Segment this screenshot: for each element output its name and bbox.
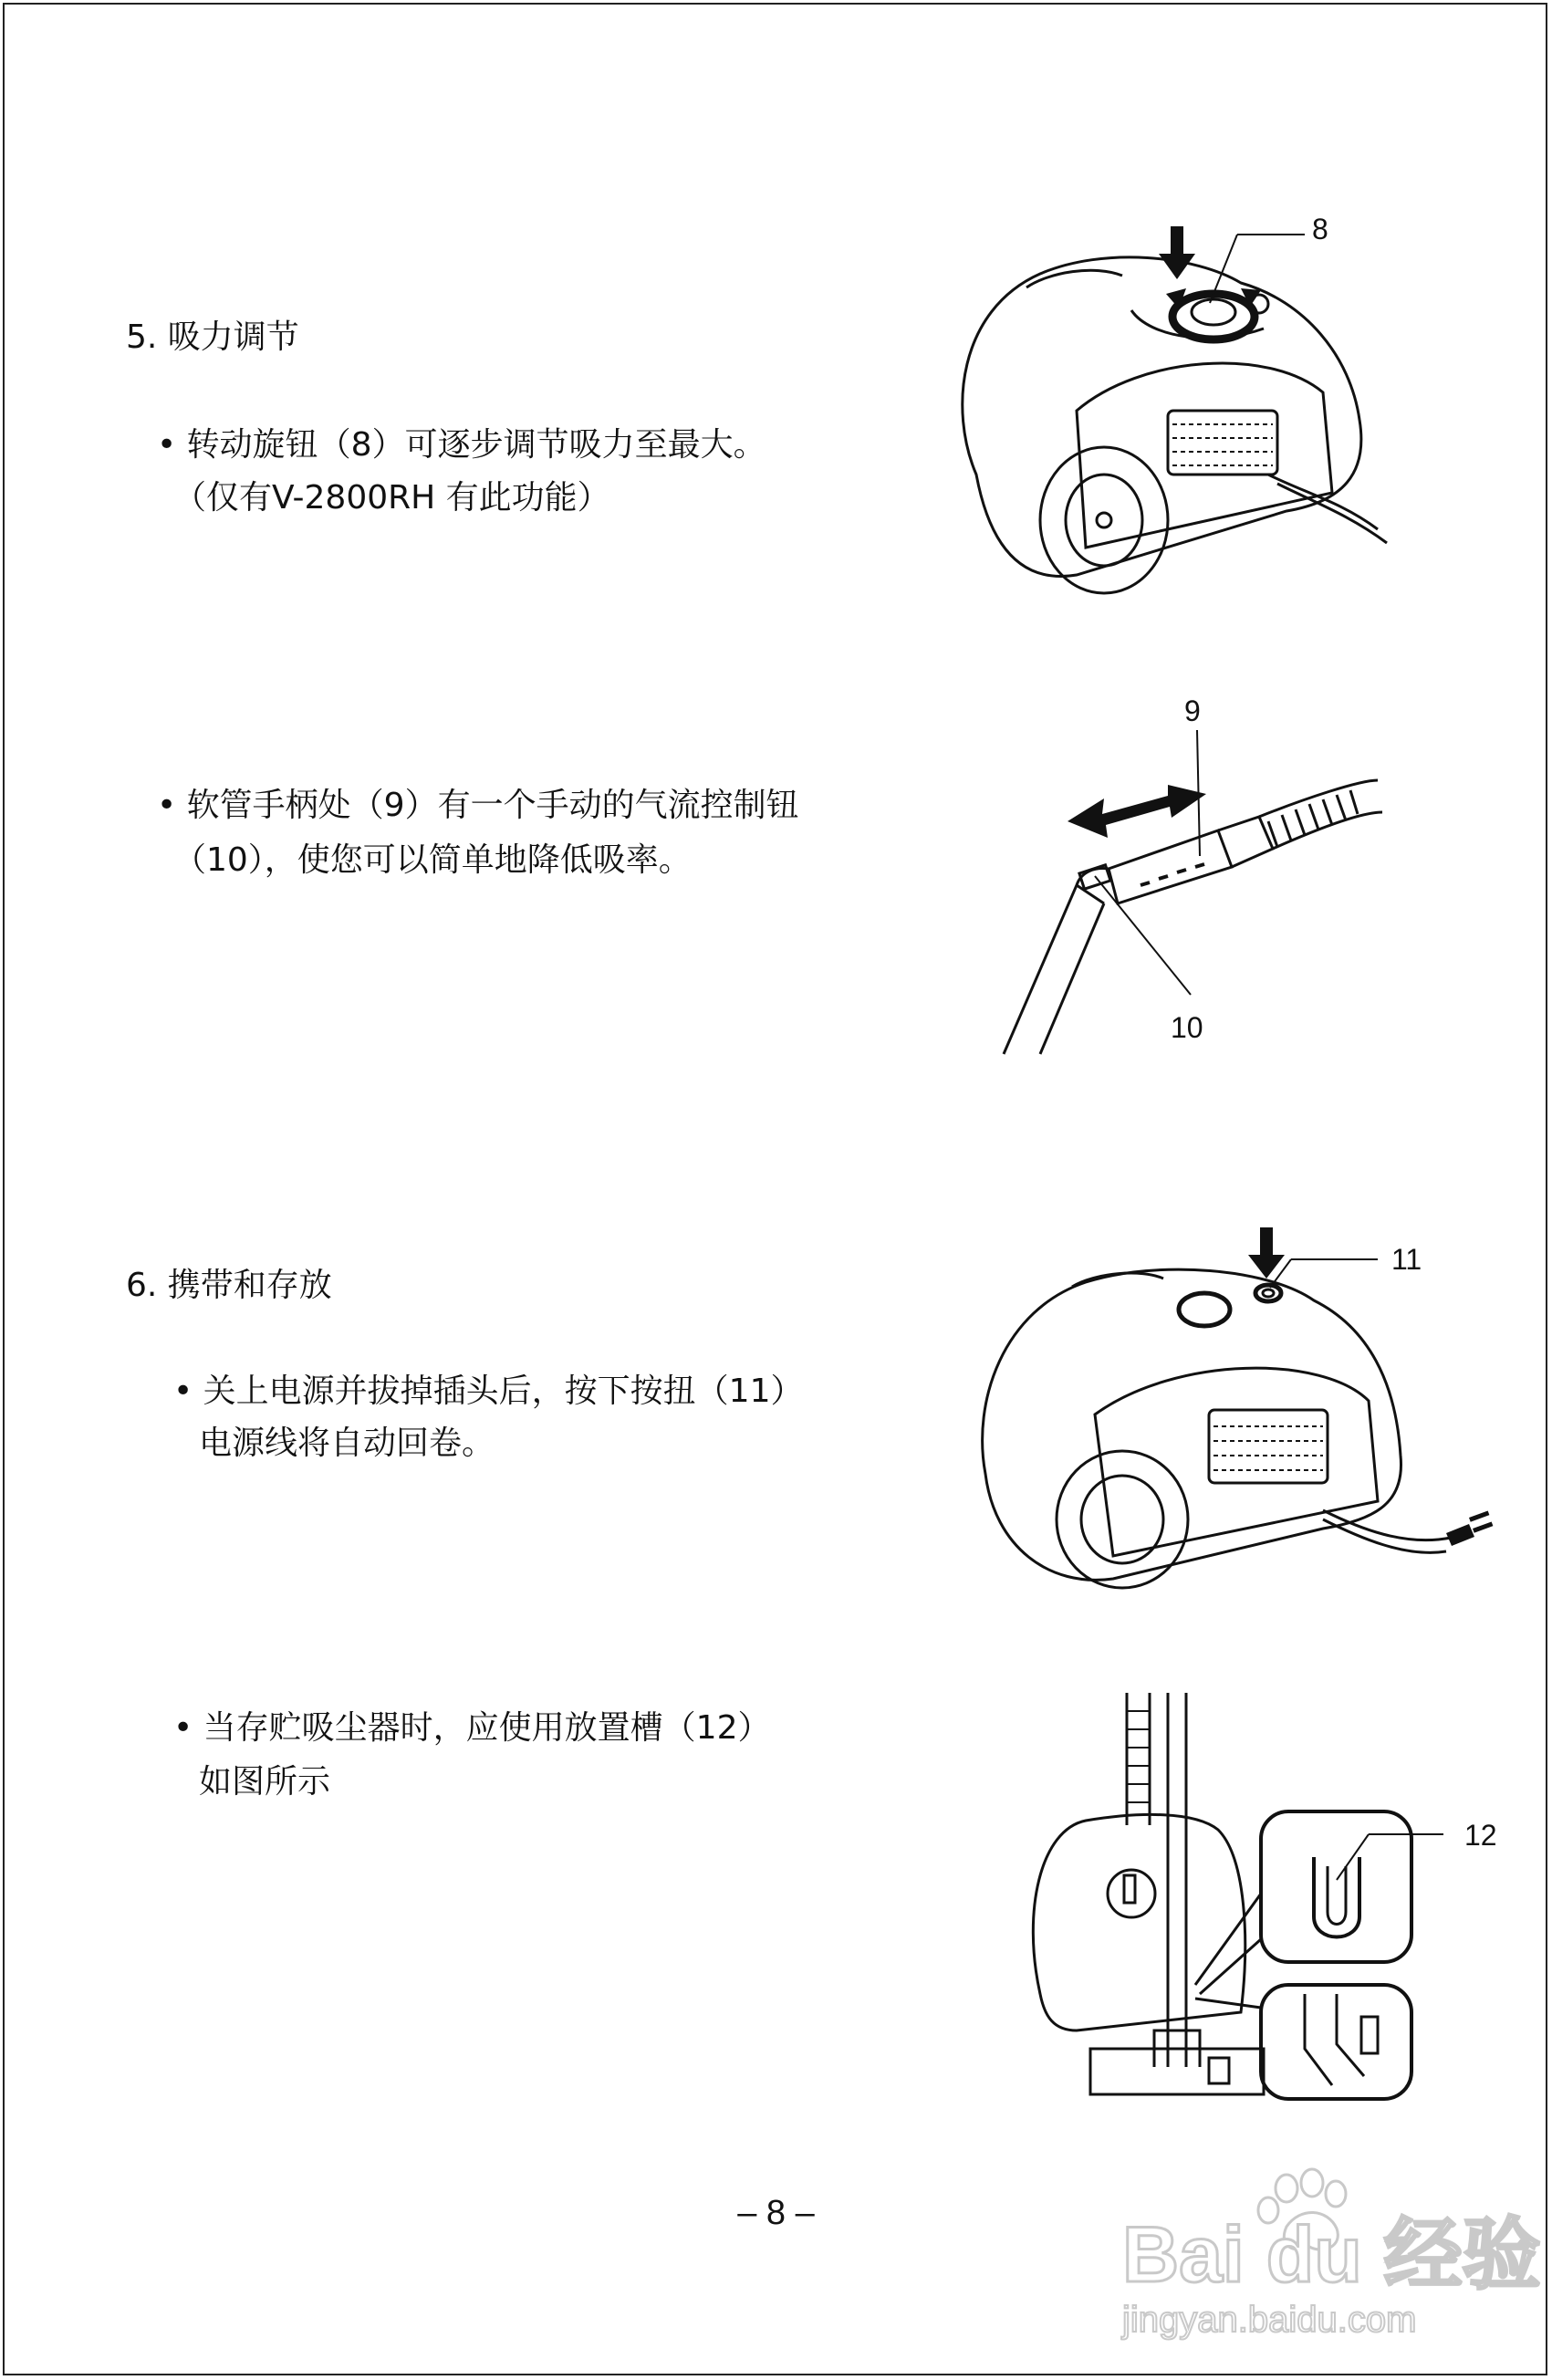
callout-9: 9 [1184, 694, 1201, 727]
baidu-jingyan-watermark [1104, 2163, 1541, 2345]
callout-11: 11 [1391, 1243, 1422, 1276]
section5-bullet2-line2: （10），使您可以简单地降低吸率。 [173, 841, 692, 879]
section5-bullet1-line2: （仅有V-2800RH 有此功能） [173, 479, 610, 517]
watermark-main-text: Bai du 经验 [1122, 2211, 1541, 2299]
callout-10: 10 [1171, 1011, 1203, 1044]
section6-bullet2-line1: • 当存贮吸尘器时，应使用放置槽（12） [173, 1709, 771, 1747]
section6-bullet1-line1: • 关上电源并拔掉插头后，按下按扭（11） [173, 1373, 804, 1410]
section6-bullet2-line2: 如图所示 [199, 1763, 331, 1801]
section6-bullet1-line2: 电源线将自动回卷。 [199, 1425, 495, 1462]
section5-bullet2-line1: • 软管手柄处（9）有一个手动的气流控制钮 [157, 787, 799, 824]
figure-suction-knob [940, 201, 1405, 602]
figure-hose-handle [995, 694, 1405, 1059]
page-number: – 8 – [737, 2194, 815, 2232]
callout-12: 12 [1464, 1819, 1497, 1852]
callout-8: 8 [1312, 213, 1328, 245]
figure-cord-rewind [976, 1218, 1524, 1583]
section5-bullet1-line1: • 转动旋钮（8）可逐步调节吸力至最大。 [157, 426, 766, 464]
section5-heading: 5. 吸力调节 [126, 318, 299, 356]
watermark-sub-text: jingyan.baidu.com [1122, 2300, 1417, 2340]
figure-storage-slot [1022, 1684, 1533, 2103]
section6-heading: 6. 携带和存放 [126, 1267, 332, 1304]
